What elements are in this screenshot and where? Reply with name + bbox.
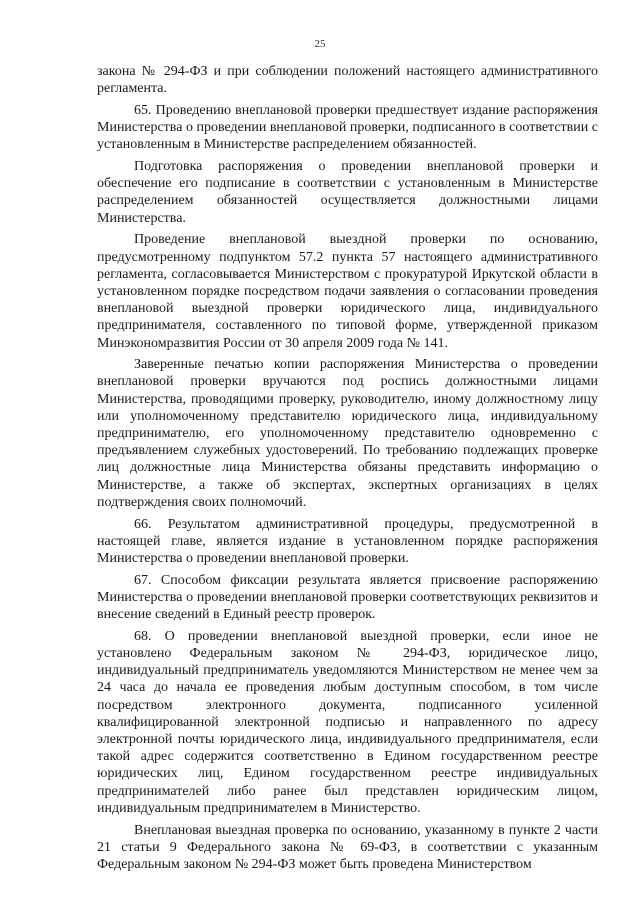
paragraph-prosecutor-approval: Проведение внеплановой выездной проверки по основанию, предусмотренному подпунктом 57.2 пункта 57 настоящего административного регламента, согласовывается Министерством с прокуратурой Иркутской области в установленном порядке посредством подачи заявления о согласовании проведения внеплановой выездной проверки юридического лица, индивидуального предпринимателя, составленного по типовой форме, утвержденной приказом Минэкономразвития России от 30 апреля 2009 года № 141. (97, 232, 598, 351)
paragraph-66: 66. Результатом административной процедуры, предусмотренной в настоящей главе, является издание в установленном порядке распоряжения Министерства о проведении внеплановой проверки. (97, 516, 598, 566)
paragraph-order-copies: Заверенные печатью копии распоряжения Министерства о проведении внеплановой проверки вручаются под роспись должностными лицами Министерства, проводящими проверку, руководителю, иному должностному лицу или уполномоченному представителю юридического лица, индивидуальному предпринимателю, его уполномоченному представителю одновременно с предъявлением служебных удостоверений. По требованию подлежащих проверке лиц должностные лица Министерства обязаны представить информацию о Министерстве, а также об экспертах, экспертных организациях в целях подтверждения своих полномочий. (97, 357, 598, 510)
document-body (97, 63, 598, 878)
paragraph-order-preparation: Подготовка распоряжения о проведении внеплановой проверки и обеспечение его подписание в соответствии с установленным в Министерстве распределением обязанностей осуществляется должностными лицами Министерства. (97, 159, 598, 226)
paragraph-65: 65. Проведению внеплановой проверки предшествует издание распоряжения Министерства о проведении внеплановой проверки, подписанного в соответствии с установленным в Министерстве распределением обязанностей. (97, 102, 598, 153)
paragraph-unscheduled-inspection: Внеплановая выездная проверка по основанию, указанному в пункте 2 части 21 статьи 9 Федерального закона № 69-ФЗ, в соответствии с указанным Федеральным законом № 294-ФЗ может быть проведена Министерством (97, 822, 598, 872)
paragraph-67: 67. Способом фиксации результата является присвоение распоряжению Министерства о проведении внеплановой проверки соответствующих реквизитов и внесение сведений в Единый реестр проверок. (97, 572, 598, 623)
paragraph-68: 68. О проведении внеплановой выездной проверки, если иное не установлено Федеральным законом № 294-ФЗ, юридическое лицо, индивидуальный предприниматель уведомляются Министерством не менее чем за 24 часа до начала ее проведения любым доступным способом, в том числе посредством электронного документа, подписанного усиленной квалифицированной электронной подписью и направленного по адресу электронной почты юридического лица, индивидуального предпринимателя, если такой адрес содержится соответственно в Едином государственном реестре юридических лиц, Едином государственном реестре индивидуальных предпринимателей либо ранее был представлен юридическим лицом, индивидуальным предпринимателем в Министерство. (97, 628, 598, 816)
paragraph-continuation: закона № 294-ФЗ и при соблюдении положений настоящего административного регламента. (97, 64, 598, 97)
page-number: 25 (314, 38, 326, 50)
